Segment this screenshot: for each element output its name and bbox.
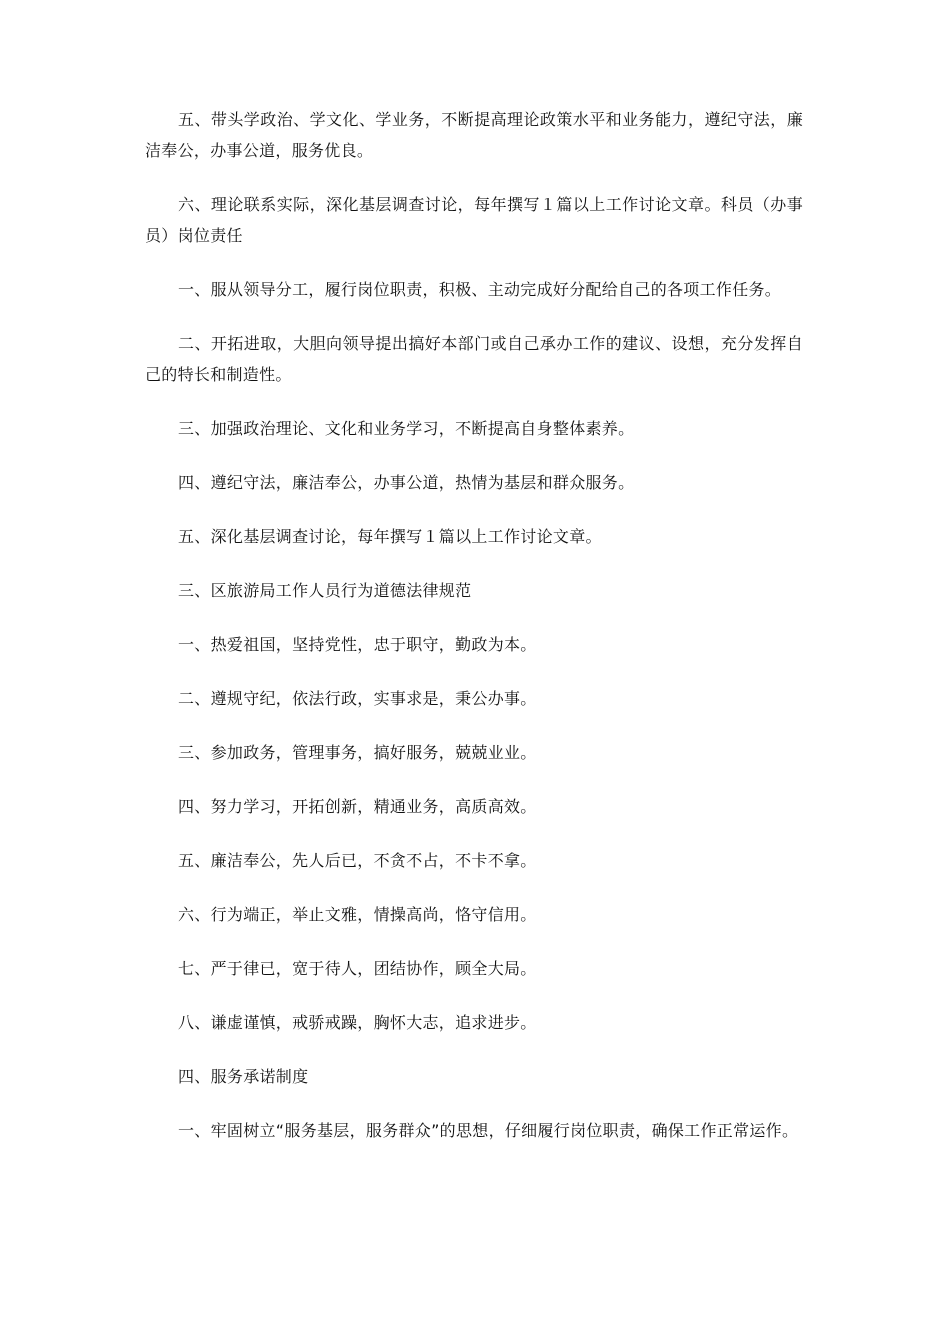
document-body — [145, 104, 803, 1169]
section-heading: 四、服务承诺制度 — [178, 1067, 309, 1086]
paragraph: 六、理论联系实际，深化基层调查讨论，每年撰写１篇以上工作讨论文章。科员（办事员）岗位责任 — [145, 195, 803, 245]
paragraph: 二、遵规守纪，依法行政，实事求是，秉公办事。 — [178, 689, 537, 708]
paragraph: 三、加强政治理论、文化和业务学习，不断提高自身整体素养。 — [178, 419, 635, 438]
paragraph: 五、带头学政治、学文化、学业务，不断提高理论政策水平和业务能力，遵纪守法，廉洁奉公，办事公道，服务优良。 — [145, 110, 803, 160]
paragraph: 二、开拓进取，大胆向领导提出搞好本部门或自己承办工作的建议、设想，充分发挥自己的特长和制造性。 — [145, 334, 803, 384]
paragraph: 一、热爱祖国，坚持党性，忠于职守，勤政为本。 — [178, 635, 537, 654]
section-heading: 三、区旅游局工作人员行为道德法律规范 — [178, 581, 472, 600]
paragraph: 一、牢固树立“服务基层，服务群众”的思想，仔细履行岗位职责，确保工作正常运作。 — [178, 1121, 799, 1140]
paragraph: 五、廉洁奉公，先人后已，不贪不占，不卡不拿。 — [178, 851, 537, 870]
paragraph: 四、努力学习，开拓创新，精通业务，高质高效。 — [178, 797, 537, 816]
paragraph: 六、行为端正，举止文雅，情操高尚，恪守信用。 — [178, 905, 537, 924]
paragraph: 五、深化基层调查讨论，每年撰写１篇以上工作讨论文章。 — [178, 527, 602, 546]
paragraph: 三、参加政务，管理事务，搞好服务，兢兢业业。 — [178, 743, 537, 762]
paragraph: 八、谦虚谨慎，戒骄戒躁，胸怀大志，追求进步。 — [178, 1013, 537, 1032]
paragraph: 一、服从领导分工，履行岗位职责，积极、主动完成好分配给自己的各项工作任务。 — [178, 280, 782, 299]
paragraph: 四、遵纪守法，廉洁奉公，办事公道，热情为基层和群众服务。 — [178, 473, 635, 492]
paragraph: 七、严于律已，宽于待人，团结协作，顾全大局。 — [178, 959, 537, 978]
